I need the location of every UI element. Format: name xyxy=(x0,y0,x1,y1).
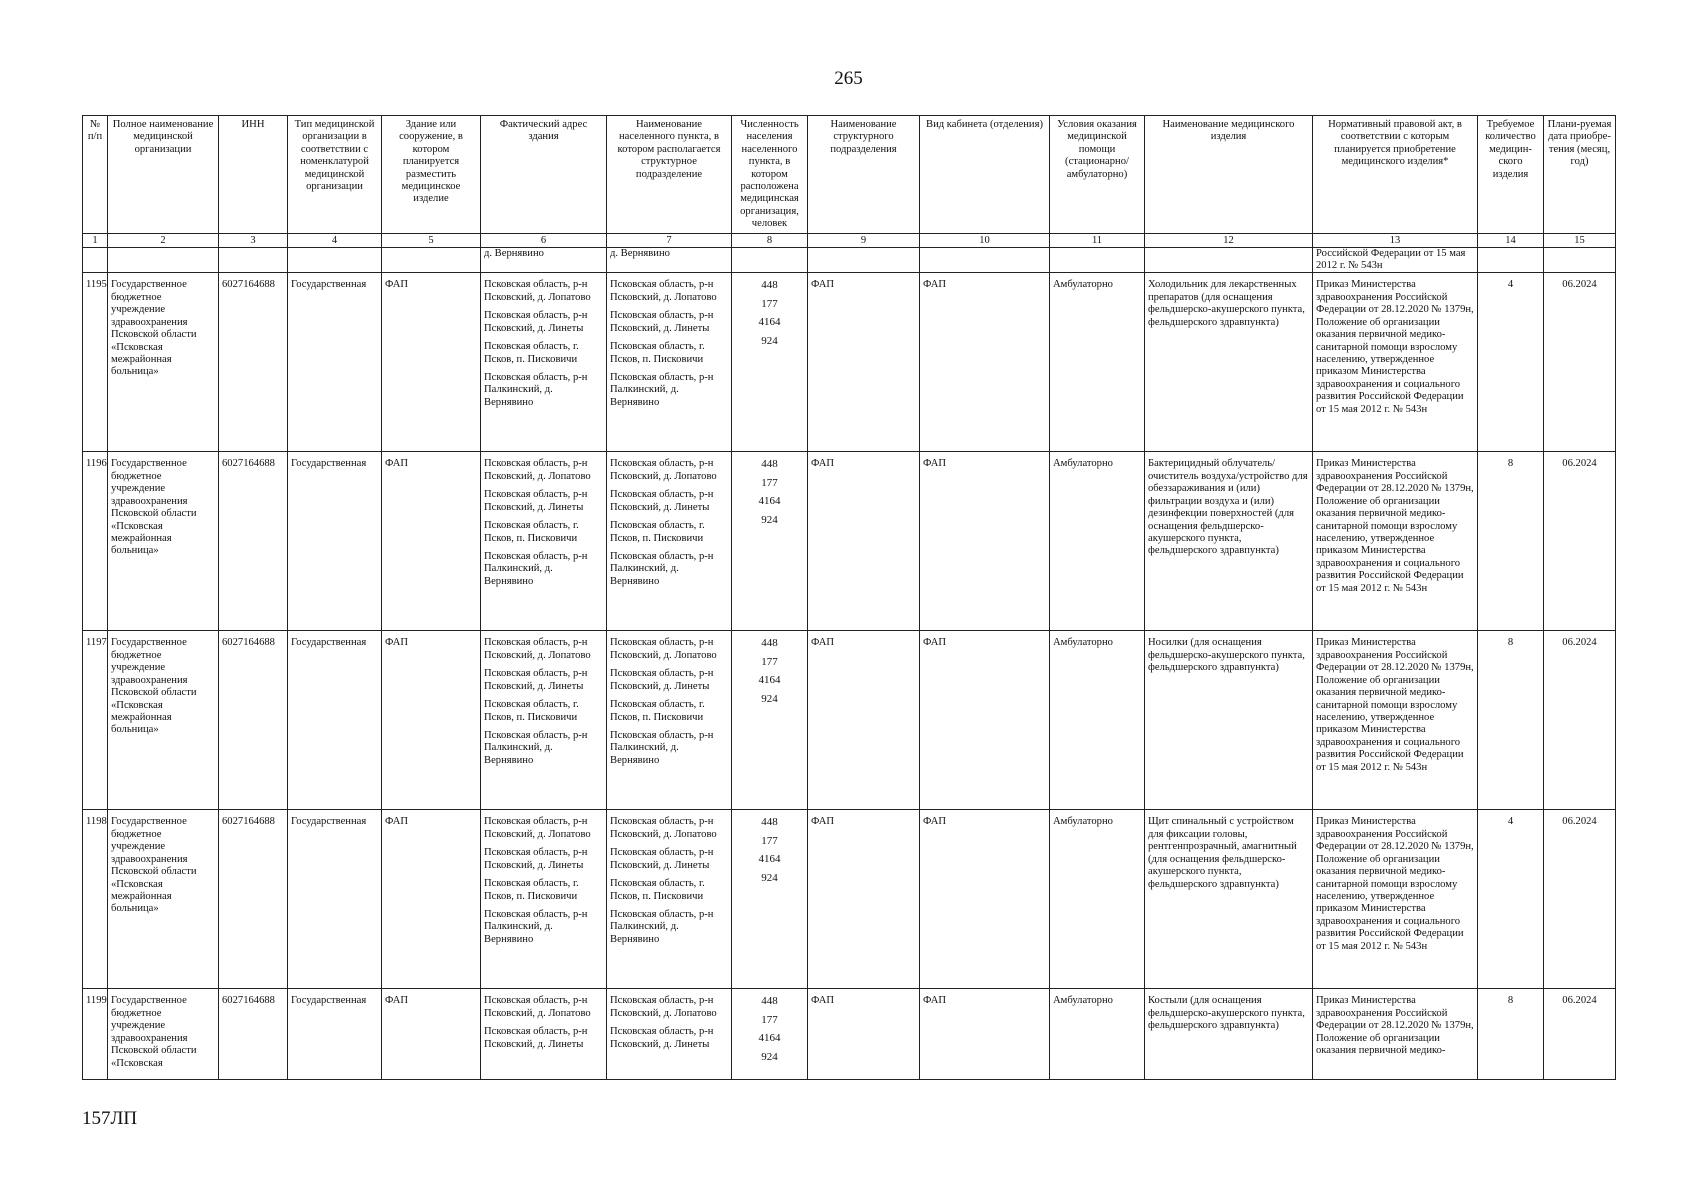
header-cell: Нормативный правовой акт, в соответствии с которым планируется приобретение медицинского изделия* xyxy=(1313,116,1478,234)
population-value: 4164 xyxy=(758,853,781,866)
population-value: 448 xyxy=(761,816,778,829)
header-row xyxy=(83,116,1616,234)
header-cell: Требуемое количество медицин-ского изделия xyxy=(1478,116,1544,234)
population-value: 4164 xyxy=(758,495,781,508)
address-line: Псковская область, г. Псков, п. Писковичи xyxy=(484,341,579,365)
date-cell: 06.2024 xyxy=(1544,452,1616,631)
locality-line: Псковская область, г. Псков, п. Писковичи xyxy=(610,520,705,544)
cabinet-cell: ФАП xyxy=(920,273,1050,452)
address-line: Псковская область, р-н Псковский, д. Лопатово xyxy=(484,637,591,661)
conditions-cell: Амбулаторно xyxy=(1050,631,1145,810)
locality-cell xyxy=(607,631,732,810)
column-number: 6 xyxy=(481,233,607,247)
unit-cell: ФАП xyxy=(808,989,920,1080)
date-cell: 06.2024 xyxy=(1544,810,1616,989)
population-value: 177 xyxy=(761,655,778,668)
device-cell: Холодильник для лекарственных препаратов (для оснащения фельдшерско-акушерского пункта, фельдшерского здравпункта) xyxy=(1145,273,1313,452)
row-number-cell: 1196 xyxy=(83,452,108,631)
act-cell: Российской Федерации от 15 мая 2012 г. № 543н xyxy=(1313,247,1478,273)
conditions-cell: Амбулаторно xyxy=(1050,989,1145,1080)
row-number-cell: 1199 xyxy=(83,989,108,1080)
column-number: 2 xyxy=(108,233,219,247)
address-cell xyxy=(481,273,607,452)
device-cell: Щит спинальный с устройством для фиксации головы, рентгенпрозрачный, амагнитный (для оснащения фельдшерско-акушерского пункта, фельдшерского здравпункта) xyxy=(1145,810,1313,989)
population-value: 4164 xyxy=(758,316,781,329)
row-number-cell: 1197 xyxy=(83,631,108,810)
locality-line: Псковская область, р-н Палкинский, д. Вернявино xyxy=(610,908,714,945)
header-cell: Наименование медицинского изделия xyxy=(1145,116,1313,234)
address-line: Псковская область, р-н Палкинский, д. Вернявино xyxy=(484,729,588,766)
population-cell xyxy=(732,810,808,989)
population-value: 4164 xyxy=(758,1032,781,1045)
population-value: 924 xyxy=(761,513,778,526)
population-value: 177 xyxy=(761,297,778,310)
locality-line: Псковская область, г. Псков, п. Писковичи xyxy=(610,699,705,723)
locality-line: Псковская область, р-н Псковский, д. Линеты xyxy=(610,1026,714,1050)
column-number: 8 xyxy=(732,233,808,247)
organization-cell: Государственное бюджетное учреждение здравоохранения Псковской области «Псковская межрайонная больница» xyxy=(108,452,219,631)
address-cell xyxy=(481,810,607,989)
population-value: 177 xyxy=(761,1013,778,1026)
locality-line: Псковская область, р-н Псковский, д. Линеты xyxy=(610,668,714,692)
header-cell: Вид кабинета (отделения) xyxy=(920,116,1050,234)
address-line: Псковская область, г. Псков, п. Писковичи xyxy=(484,520,579,544)
locality-line: Псковская область, р-н Псковский, д. Лопатово xyxy=(610,995,717,1019)
header-cell: Полное наименование медицинской организации xyxy=(108,116,219,234)
locality-cell: д. Вернявино xyxy=(607,247,732,273)
table-row xyxy=(83,631,1616,810)
population-value: 177 xyxy=(761,476,778,489)
act-cell: Приказ Министерства здравоохранения Российской Федерации от 28.12.2020 № 1379н, Положение об организации оказания первичной медико- xyxy=(1313,989,1478,1080)
locality-line: Псковская область, р-н Псковский, д. Линеты xyxy=(610,310,714,334)
population-value: 924 xyxy=(761,692,778,705)
cabinet-cell: ФАП xyxy=(920,810,1050,989)
header-cell: Наименование структурного подразделения xyxy=(808,116,920,234)
header-cell: Фактический адрес здания xyxy=(481,116,607,234)
locality-cell xyxy=(607,989,732,1080)
quantity-cell: 8 xyxy=(1478,452,1544,631)
column-number: 9 xyxy=(808,233,920,247)
address-line: Псковская область, р-н Палкинский, д. Вернявино xyxy=(484,550,588,587)
address-line: Псковская область, р-н Псковский, д. Линеты xyxy=(484,847,588,871)
act-cell: Приказ Министерства здравоохранения Российской Федерации от 28.12.2020 № 1379н, Положение об организации оказания первичной медико-санитарной помощи взрослому населению, утвержденное приказом Министерства здравоохранения и социального развития Российской Федерации от 15 мая 2012 г. № 543н xyxy=(1313,452,1478,631)
address-cell: д. Вернявино xyxy=(481,247,607,273)
unit-cell: ФАП xyxy=(808,631,920,810)
locality-cell xyxy=(607,273,732,452)
org-type-cell: Государственная xyxy=(288,631,382,810)
header-cell: Условия оказания медицинской помощи (стационарно/ амбулаторно) xyxy=(1050,116,1145,234)
inn-cell: 6027164688 xyxy=(219,631,288,810)
address-line: Псковская область, р-н Псковский, д. Линеты xyxy=(484,1026,588,1050)
unit-cell: ФАП xyxy=(808,452,920,631)
column-number: 13 xyxy=(1313,233,1478,247)
address-line: Псковская область, р-н Псковский, д. Линеты xyxy=(484,489,588,513)
quantity-cell: 8 xyxy=(1478,631,1544,810)
locality-cell xyxy=(607,810,732,989)
table-row xyxy=(83,810,1616,989)
organization-cell: Государственное бюджетное учреждение здравоохранения Псковской области «Псковская xyxy=(108,989,219,1080)
column-number: 11 xyxy=(1050,233,1145,247)
address-line: Псковская область, г. Псков, п. Писковичи xyxy=(484,878,579,902)
continuation-row xyxy=(83,247,1616,273)
org-type-cell: Государственная xyxy=(288,273,382,452)
unit-cell: ФАП xyxy=(808,810,920,989)
address-line: Псковская область, р-н Псковский, д. Лопатово xyxy=(484,816,591,840)
address-line: Псковская область, г. Псков, п. Писковичи xyxy=(484,699,579,723)
column-number: 3 xyxy=(219,233,288,247)
population-value: 924 xyxy=(761,334,778,347)
date-cell: 06.2024 xyxy=(1544,989,1616,1080)
header-cell: Наименование населенного пункта, в котором располагается структурное подразделение xyxy=(607,116,732,234)
locality-line: Псковская область, р-н Псковский, д. Лопатово xyxy=(610,816,717,840)
address-line: Псковская область, р-н Псковский, д. Лопатово xyxy=(484,279,591,303)
address-line: Псковская область, р-н Псковский, д. Линеты xyxy=(484,310,588,334)
column-number: 5 xyxy=(382,233,481,247)
conditions-cell: Амбулаторно xyxy=(1050,273,1145,452)
date-cell: 06.2024 xyxy=(1544,631,1616,810)
locality-line: Псковская область, р-н Псковский, д. Лопатово xyxy=(610,279,717,303)
population-cell xyxy=(732,273,808,452)
address-line: Псковская область, р-н Палкинский, д. Вернявино xyxy=(484,371,588,408)
inn-cell: 6027164688 xyxy=(219,810,288,989)
column-number: 15 xyxy=(1544,233,1616,247)
organization-cell: Государственное бюджетное учреждение здравоохранения Псковской области «Псковская межрайонная больница» xyxy=(108,273,219,452)
address-line: Псковская область, р-н Псковский, д. Лопатово xyxy=(484,995,591,1019)
inn-cell: 6027164688 xyxy=(219,273,288,452)
act-cell: Приказ Министерства здравоохранения Российской Федерации от 28.12.2020 № 1379н, Положение об организации оказания первичной медико-санитарной помощи взрослому населению, утвержденное приказом Министерства здравоохранения и социального развития Российской Федерации от 15 мая 2012 г. № 543н xyxy=(1313,273,1478,452)
header-cell: Тип медицинской организации в соответствии с номенклатурой медицинской организации xyxy=(288,116,382,234)
conditions-cell: Амбулаторно xyxy=(1050,452,1145,631)
address-cell xyxy=(481,631,607,810)
locality-cell xyxy=(607,452,732,631)
table-row xyxy=(83,273,1616,452)
population-value: 924 xyxy=(761,871,778,884)
header-cell: Здание или сооружение, в котором планируется разместить медицинское изделие xyxy=(382,116,481,234)
quantity-cell: 4 xyxy=(1478,810,1544,989)
column-number: 7 xyxy=(607,233,732,247)
address-line: Псковская область, р-н Псковский, д. Лопатово xyxy=(484,458,591,482)
column-number: 14 xyxy=(1478,233,1544,247)
population-value: 448 xyxy=(761,458,778,471)
address-line: Псковская область, р-н Палкинский, д. Вернявино xyxy=(484,908,588,945)
equipment-table xyxy=(82,115,1616,1080)
population-value: 448 xyxy=(761,279,778,292)
organization-cell: Государственное бюджетное учреждение здравоохранения Псковской области «Псковская межрайонная больница» xyxy=(108,810,219,989)
address-cell xyxy=(481,989,607,1080)
quantity-cell: 4 xyxy=(1478,273,1544,452)
building-cell: ФАП xyxy=(382,631,481,810)
column-number: 10 xyxy=(920,233,1050,247)
device-cell: Носилки (для оснащения фельдшерско-акушерского пункта, фельдшерского здравпункта) xyxy=(1145,631,1313,810)
date-cell: 06.2024 xyxy=(1544,273,1616,452)
column-number: 12 xyxy=(1145,233,1313,247)
table-row xyxy=(83,452,1616,631)
footer-code: 157ЛП xyxy=(82,1108,138,1129)
header-cell: Плани-руемая дата приобре-тения (месяц, год) xyxy=(1544,116,1616,234)
table-row xyxy=(83,989,1616,1080)
device-cell: Бактерицидный облучатель/очиститель воздуха/устройство для обеззараживания и (или) фильтрации воздуха и (или) дезинфекции поверхностей (для оснащения фельдшерско-акушерского пункта, фельдшерского здравпункта) xyxy=(1145,452,1313,631)
population-value: 177 xyxy=(761,834,778,847)
address-line: Псковская область, р-н Псковский, д. Линеты xyxy=(484,668,588,692)
header-cell: ИНН xyxy=(219,116,288,234)
population-cell xyxy=(732,989,808,1080)
locality-line: Псковская область, р-н Псковский, д. Лопатово xyxy=(610,637,717,661)
header-cell: № п/п xyxy=(83,116,108,234)
act-cell: Приказ Министерства здравоохранения Российской Федерации от 28.12.2020 № 1379н, Положение об организации оказания первичной медико-санитарной помощи взрослому населению, утвержденное приказом Министерства здравоохранения и социального развития Российской Федерации от 15 мая 2012 г. № 543н xyxy=(1313,631,1478,810)
row-number-cell: 1195 xyxy=(83,273,108,452)
locality-line: Псковская область, р-н Псковский, д. Лопатово xyxy=(610,458,717,482)
address-cell xyxy=(481,452,607,631)
cabinet-cell: ФАП xyxy=(920,452,1050,631)
column-number: 4 xyxy=(288,233,382,247)
population-value: 448 xyxy=(761,995,778,1008)
population-value: 448 xyxy=(761,637,778,650)
column-number: 1 xyxy=(83,233,108,247)
population-cell xyxy=(732,631,808,810)
page-number: 265 xyxy=(834,68,863,89)
locality-line: Псковская область, р-н Псковский, д. Линеты xyxy=(610,489,714,513)
org-type-cell: Государственная xyxy=(288,989,382,1080)
population-cell xyxy=(732,452,808,631)
locality-line: Псковская область, р-н Палкинский, д. Вернявино xyxy=(610,371,714,408)
population-value: 924 xyxy=(761,1050,778,1063)
inn-cell: 6027164688 xyxy=(219,452,288,631)
unit-cell: ФАП xyxy=(808,273,920,452)
act-cell: Приказ Министерства здравоохранения Российской Федерации от 28.12.2020 № 1379н, Положение об организации оказания первичной медико-санитарной помощи взрослому населению, утвержденное приказом Министерства здравоохранения и социального развития Российской Федерации от 15 мая 2012 г. № 543н xyxy=(1313,810,1478,989)
conditions-cell: Амбулаторно xyxy=(1050,810,1145,989)
building-cell: ФАП xyxy=(382,810,481,989)
device-cell: Костыли (для оснащения фельдшерско-акушерского пункта, фельдшерского здравпункта) xyxy=(1145,989,1313,1080)
org-type-cell: Государственная xyxy=(288,810,382,989)
row-number-cell: 1198 xyxy=(83,810,108,989)
cabinet-cell: ФАП xyxy=(920,631,1050,810)
header-cell: Численность населения населенного пункта, в котором расположена медицинская организация, человек xyxy=(732,116,808,234)
org-type-cell: Государственная xyxy=(288,452,382,631)
building-cell: ФАП xyxy=(382,452,481,631)
building-cell: ФАП xyxy=(382,273,481,452)
column-number-row xyxy=(83,233,1616,247)
organization-cell: Государственное бюджетное учреждение здравоохранения Псковской области «Псковская межрайонная больница» xyxy=(108,631,219,810)
locality-line: Псковская область, р-н Палкинский, д. Вернявино xyxy=(610,550,714,587)
quantity-cell: 8 xyxy=(1478,989,1544,1080)
inn-cell: 6027164688 xyxy=(219,989,288,1080)
locality-line: Псковская область, р-н Псковский, д. Линеты xyxy=(610,847,714,871)
locality-line: Псковская область, р-н Палкинский, д. Вернявино xyxy=(610,729,714,766)
population-value: 4164 xyxy=(758,674,781,687)
locality-line: Псковская область, г. Псков, п. Писковичи xyxy=(610,878,705,902)
cabinet-cell: ФАП xyxy=(920,989,1050,1080)
building-cell: ФАП xyxy=(382,989,481,1080)
locality-line: Псковская область, г. Псков, п. Писковичи xyxy=(610,341,705,365)
